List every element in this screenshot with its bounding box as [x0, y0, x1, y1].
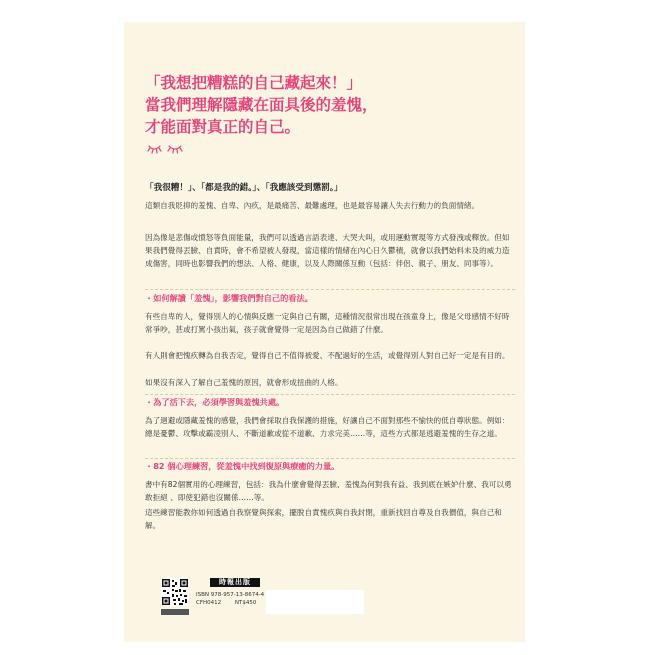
headline-line-1: 「我想把糟糕的自己藏起來！」: [145, 74, 363, 92]
code-price-row: [196, 599, 276, 607]
section-3-heading: ・82 個心理練習，從羞愧中找到復原與療癒的力量。: [145, 461, 340, 471]
headline: [145, 72, 445, 138]
closed-eyes-icon: [146, 140, 186, 156]
isbn-block: [196, 591, 276, 607]
section-1-paragraph-2: 有人則會把愧疚轉為自我否定，覺得自己不值得被愛、不配過好的生活，或覺得別人對自己好一定是有目的。: [145, 351, 510, 360]
section-2-heading: ・為了活下去，必須學習與羞愧共處。: [145, 397, 285, 407]
intro-paragraph-2: 因為像是悲傷或憤怒等負面能量，我們可以透過言語表達、大哭大叫，或用運動實現等方式發洩或釋放。但如果我們覺得丟臉、自責時，會不希望被人發現，當這樣的情緒在內心日久鬱積，就會以我們始料未及的威力造成傷害，同時也影響我們的想法、人格、健康，以及人際關係互動（包括：伴侶、親子、朋友、同事等）。: [145, 233, 510, 268]
quote-line: 「我很糟！」、「都是我的錯。」、「我應該受到懲罰。」: [145, 183, 343, 193]
section-3-paragraph-2: 這些練習能教你如何透過自我察覺與探索，擺脫自責愧疚與自我封閉，重新找回自尊及自我價值，與自己和解。: [145, 508, 502, 530]
headline-line-3: 才能面對真正的自己。: [145, 118, 301, 136]
divider: [145, 289, 515, 290]
section-2-paragraph-1: 為了迴避或隱藏羞愧的感覺，我們會採取自我保護的措施，好讓自己不面對那些不愉快的低自尊狀態。例如：總是憂鬱、攻擊或霸凌別人、不斷道歉或從不道歉、力求完美……等，這些方式都是逃避羞愧的生存之道。: [145, 416, 510, 438]
price: NT$450: [234, 600, 257, 606]
section-3-paragraph-1: 書中有82個實用的心理練習，包括：我為什麼會覺得丟臉、羞愧為何對我有益、我到底在嫉妒什麼、我可以勇敢拒絕 、即使犯錯也沒關係……等。: [145, 480, 512, 502]
publisher-logo: 時報出版: [210, 578, 260, 587]
intro-paragraph-1: 這類自我貶抑的羞愧、自卑、內疚，是最痛苦、最難處理，也是最容易讓人失去行動力的負面情緒。: [145, 201, 480, 210]
qr-code-icon[interactable]: [161, 578, 189, 606]
barcode-sticker: [266, 590, 364, 614]
section-1-paragraph-1: 有些自卑的人，覺得別人的心情與反應一定與自己有關，這種情況很常出現在孩童身上，像是父母感情不好時常爭吵，甚或打罵小孩出氣，孩子就會覺得一定是因為自己做錯了什麼。: [145, 312, 510, 334]
qr-caption-bar: [161, 609, 189, 615]
section-1-paragraph-3: 如果沒有深入了解自己羞愧的原因，就會形成扭曲的人格。: [145, 378, 343, 387]
isbn-number: ISBN 978-957-13-8674-4: [196, 592, 265, 598]
divider: [145, 458, 515, 459]
divider: [145, 394, 515, 395]
product-code: CFH0412: [196, 600, 222, 606]
headline-line-2: 當我們理解隱藏在面具後的羞愧，: [145, 96, 378, 114]
section-1-heading: ・如何解讀「羞愧」，影響我們對自己的看法。: [145, 293, 313, 303]
